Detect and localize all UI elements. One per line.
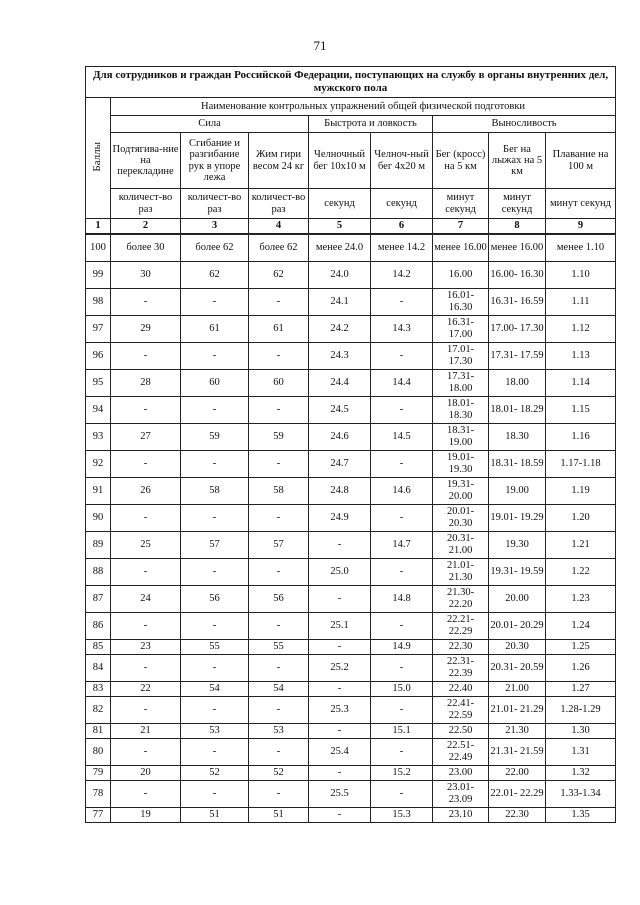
table-cell: 1.33-1.34	[546, 780, 616, 807]
table-cell: 20.31- 20.59	[489, 654, 546, 681]
points-cell: 95	[86, 369, 111, 396]
column-number: 7	[433, 219, 489, 235]
table-cell: 23.01- 23.09	[433, 780, 489, 807]
table-cell: -	[371, 288, 433, 315]
points-cell: 90	[86, 504, 111, 531]
table-cell: 19	[111, 807, 181, 822]
points-cell: 94	[86, 396, 111, 423]
table-cell: -	[111, 738, 181, 765]
table-cell: 22.00	[489, 765, 546, 780]
table-cell: 18.30	[489, 423, 546, 450]
table-cell: 19.30	[489, 531, 546, 558]
table-cell: 60	[181, 369, 249, 396]
table-cell: 18.01- 18.29	[489, 396, 546, 423]
table-cell: 53	[249, 723, 309, 738]
points-cell: 85	[86, 639, 111, 654]
table-cell: 27	[111, 423, 181, 450]
table-cell: 29	[111, 315, 181, 342]
table-row	[86, 504, 616, 531]
table-cell: 18.31- 18.59	[489, 450, 546, 477]
table-row	[86, 423, 616, 450]
table-cell: 24.0	[309, 261, 371, 288]
points-cell: 100	[86, 234, 111, 261]
table-cell: менее 14.2	[371, 234, 433, 261]
table-row	[86, 234, 616, 261]
table-cell: 22.31- 22.39	[433, 654, 489, 681]
table-cell: 24	[111, 585, 181, 612]
table-cell: 21.00	[489, 681, 546, 696]
table-cell: -	[249, 654, 309, 681]
column-number: 8	[489, 219, 546, 235]
table-cell: 16.01- 16.30	[433, 288, 489, 315]
table-cell: 22.21- 22.29	[433, 612, 489, 639]
points-cell: 92	[86, 450, 111, 477]
table-cell: 53	[181, 723, 249, 738]
table-cell: 19.31- 19.59	[489, 558, 546, 585]
table-cell: 18.00	[489, 369, 546, 396]
table-cell: 1.11	[546, 288, 616, 315]
table-cell: 22.30	[433, 639, 489, 654]
table-cell: 16.31- 16.59	[489, 288, 546, 315]
table-cell: 21.30	[489, 723, 546, 738]
table-cell: 23	[111, 639, 181, 654]
points-header-label: Баллы	[91, 141, 104, 172]
table-title: Для сотрудников и граждан Российской Федерации, поступающих на службу в органы внутренних дел, мужского пола	[86, 67, 616, 98]
table-cell: -	[181, 288, 249, 315]
table-cell: -	[181, 696, 249, 723]
table-cell: 20.01- 20.29	[489, 612, 546, 639]
table-cell: -	[111, 342, 181, 369]
unit-header: количест-во раз	[181, 189, 249, 219]
table-cell: 16.31- 17.00	[433, 315, 489, 342]
table-cell: -	[371, 696, 433, 723]
table-cell: 61	[181, 315, 249, 342]
table-row	[86, 765, 616, 780]
unit-header: минут секунд	[489, 189, 546, 219]
table-cell: -	[181, 450, 249, 477]
points-cell: 87	[86, 585, 111, 612]
table-cell: 22.01- 22.29	[489, 780, 546, 807]
table-cell: 59	[249, 423, 309, 450]
column-number: 4	[249, 219, 309, 235]
table-cell: -	[309, 765, 371, 780]
table-cell: -	[249, 558, 309, 585]
table-cell: -	[111, 288, 181, 315]
table-cell: 21.01- 21.29	[489, 696, 546, 723]
table-cell: -	[249, 504, 309, 531]
table-cell: 24.8	[309, 477, 371, 504]
table-cell: 14.9	[371, 639, 433, 654]
unit-header: количест-во раз	[111, 189, 181, 219]
table-cell: 19.01- 19.29	[489, 504, 546, 531]
table-cell: 19.01- 19.30	[433, 450, 489, 477]
table-cell: 14.4	[371, 369, 433, 396]
points-cell: 81	[86, 723, 111, 738]
table-cell: менее 16.00	[489, 234, 546, 261]
table-cell: 55	[181, 639, 249, 654]
table-cell: 17.31- 17.59	[489, 342, 546, 369]
table-cell: -	[181, 396, 249, 423]
points-cell: 86	[86, 612, 111, 639]
table-cell: 25.4	[309, 738, 371, 765]
column-number: 3	[181, 219, 249, 235]
table-cell: 21.30- 22.20	[433, 585, 489, 612]
table-cell: -	[309, 639, 371, 654]
table-cell: 24.4	[309, 369, 371, 396]
table-cell: -	[181, 342, 249, 369]
table-cell: -	[111, 654, 181, 681]
table-cell: 17.01- 17.30	[433, 342, 489, 369]
table-cell: 20.31- 21.00	[433, 531, 489, 558]
table-cell: 14.7	[371, 531, 433, 558]
table-cell: -	[249, 396, 309, 423]
table-cell: 25	[111, 531, 181, 558]
table-cell: 25.5	[309, 780, 371, 807]
table-cell: менее 16.00	[433, 234, 489, 261]
table-cell: -	[249, 450, 309, 477]
page-number: 71	[313, 38, 327, 53]
table-cell: 1.17-1.18	[546, 450, 616, 477]
table-cell: более 62	[249, 234, 309, 261]
points-cell: 98	[86, 288, 111, 315]
table-cell: -	[371, 504, 433, 531]
standards-table	[85, 66, 616, 823]
table-cell: -	[111, 396, 181, 423]
points-cell: 82	[86, 696, 111, 723]
table-row	[86, 288, 616, 315]
table-cell: -	[111, 696, 181, 723]
exercise-header: Челноч-ный бег 4х20 м	[371, 133, 433, 189]
table-cell: -	[111, 504, 181, 531]
table-cell: 14.6	[371, 477, 433, 504]
table-cell: 25.3	[309, 696, 371, 723]
exercise-header: Бег (кросс) на 5 км	[433, 133, 489, 189]
table-cell: 1.19	[546, 477, 616, 504]
table-cell: -	[249, 612, 309, 639]
table-cell: 61	[249, 315, 309, 342]
table-cell: менее 1.10	[546, 234, 616, 261]
table-cell: 1.22	[546, 558, 616, 585]
table-cell: 1.32	[546, 765, 616, 780]
points-cell: 96	[86, 342, 111, 369]
table-cell: 19.00	[489, 477, 546, 504]
table-row	[86, 807, 616, 822]
table-cell: менее 24.0	[309, 234, 371, 261]
table-cell: -	[371, 342, 433, 369]
table-cell: 14.3	[371, 315, 433, 342]
table-cell: 1.27	[546, 681, 616, 696]
unit-header: секунд	[371, 189, 433, 219]
points-cell: 97	[86, 315, 111, 342]
table-cell: 15.1	[371, 723, 433, 738]
table-cell: 20	[111, 765, 181, 780]
exercises-header: Наименование контрольных упражнений общей физической подготовки	[111, 98, 616, 116]
table-cell: 23.10	[433, 807, 489, 822]
table-cell: 51	[181, 807, 249, 822]
table-cell: 18.31- 19.00	[433, 423, 489, 450]
column-number: 5	[309, 219, 371, 235]
exercise-header: Жим гири весом 24 кг	[249, 133, 309, 189]
table-cell: 1.25	[546, 639, 616, 654]
table-cell: 19.31- 20.00	[433, 477, 489, 504]
table-cell: 16.00	[433, 261, 489, 288]
table-row	[86, 369, 616, 396]
table-cell: 24.3	[309, 342, 371, 369]
table-cell: -	[111, 612, 181, 639]
table-cell: 20.00	[489, 585, 546, 612]
points-cell: 93	[86, 423, 111, 450]
table-cell: -	[371, 396, 433, 423]
table-cell: -	[181, 558, 249, 585]
table-row	[86, 585, 616, 612]
table-cell: 16.00- 16.30	[489, 261, 546, 288]
table-cell: более 62	[181, 234, 249, 261]
table-cell: -	[111, 450, 181, 477]
table-cell: 1.31	[546, 738, 616, 765]
table-cell: 56	[249, 585, 309, 612]
table-cell: 15.0	[371, 681, 433, 696]
table-cell: -	[309, 585, 371, 612]
table-cell: 52	[249, 765, 309, 780]
table-cell: 25.2	[309, 654, 371, 681]
table-cell: 24.1	[309, 288, 371, 315]
table-row	[86, 654, 616, 681]
table-cell: 24.6	[309, 423, 371, 450]
table-cell: 15.2	[371, 765, 433, 780]
points-cell: 91	[86, 477, 111, 504]
table-cell: 62	[181, 261, 249, 288]
table-cell: 20.30	[489, 639, 546, 654]
group-speed-agility: Быстрота и ловкость	[309, 116, 433, 133]
table-cell: 22.30	[489, 807, 546, 822]
table-cell: 1.24	[546, 612, 616, 639]
table-cell: 22	[111, 681, 181, 696]
table-cell: 1.10	[546, 261, 616, 288]
points-cell: 89	[86, 531, 111, 558]
table-cell: 1.28-1.29	[546, 696, 616, 723]
table-row	[86, 738, 616, 765]
table-cell: -	[371, 780, 433, 807]
table-cell: -	[249, 696, 309, 723]
table-row	[86, 396, 616, 423]
table-cell: 57	[181, 531, 249, 558]
unit-header: количест-во раз	[249, 189, 309, 219]
table-cell: -	[309, 807, 371, 822]
table-cell: -	[309, 681, 371, 696]
points-cell: 88	[86, 558, 111, 585]
table-cell: 28	[111, 369, 181, 396]
table-cell: 24.5	[309, 396, 371, 423]
table-cell: 58	[249, 477, 309, 504]
table-cell: 58	[181, 477, 249, 504]
table-cell: 52	[181, 765, 249, 780]
table-cell: 1.16	[546, 423, 616, 450]
points-cell: 77	[86, 807, 111, 822]
table-row	[86, 315, 616, 342]
table-cell: 24.9	[309, 504, 371, 531]
unit-header: минут секунд	[546, 189, 616, 219]
table-cell: 1.20	[546, 504, 616, 531]
table-cell: -	[371, 612, 433, 639]
table-row	[86, 450, 616, 477]
table-row	[86, 723, 616, 738]
table-cell: 1.26	[546, 654, 616, 681]
points-cell: 83	[86, 681, 111, 696]
table-row	[86, 477, 616, 504]
table-row	[86, 681, 616, 696]
column-number: 2	[111, 219, 181, 235]
table-row	[86, 342, 616, 369]
table-cell: 1.30	[546, 723, 616, 738]
points-cell: 79	[86, 765, 111, 780]
table-cell: -	[111, 780, 181, 807]
table-cell: -	[249, 780, 309, 807]
exercise-header: Подтягива-ние на перекладине	[111, 133, 181, 189]
table-row	[86, 612, 616, 639]
table-cell: -	[371, 450, 433, 477]
table-cell: -	[371, 738, 433, 765]
table-cell: 14.2	[371, 261, 433, 288]
group-strength: Сила	[111, 116, 309, 133]
table-cell: 18.01- 18.30	[433, 396, 489, 423]
table-cell: -	[181, 612, 249, 639]
unit-header: секунд	[309, 189, 371, 219]
table-cell: 15.3	[371, 807, 433, 822]
table-cell: -	[309, 723, 371, 738]
table-cell: 1.23	[546, 585, 616, 612]
table-cell: -	[111, 558, 181, 585]
table-cell: -	[249, 342, 309, 369]
table-cell: более 30	[111, 234, 181, 261]
points-cell: 80	[86, 738, 111, 765]
table-cell: -	[249, 738, 309, 765]
table-cell: 1.21	[546, 531, 616, 558]
table-cell: 55	[249, 639, 309, 654]
table-cell: 22.40	[433, 681, 489, 696]
table-cell: 22.50	[433, 723, 489, 738]
table-cell: 30	[111, 261, 181, 288]
table-cell: 54	[181, 681, 249, 696]
table-cell: -	[181, 654, 249, 681]
table-cell: 25.0	[309, 558, 371, 585]
table-row	[86, 639, 616, 654]
table-cell: 21	[111, 723, 181, 738]
table-cell: 17.31- 18.00	[433, 369, 489, 396]
table-cell: 57	[249, 531, 309, 558]
table-cell: 14.8	[371, 585, 433, 612]
unit-header: минут секунд	[433, 189, 489, 219]
table-cell: 24.2	[309, 315, 371, 342]
group-endurance: Выносливость	[433, 116, 616, 133]
table-cell: 14.5	[371, 423, 433, 450]
table-cell: 17.00- 17.30	[489, 315, 546, 342]
table-cell: 1.13	[546, 342, 616, 369]
table-cell: -	[309, 531, 371, 558]
table-cell: 21.31- 21.59	[489, 738, 546, 765]
table-cell: 25.1	[309, 612, 371, 639]
table-cell: 22.51- 22.49	[433, 738, 489, 765]
column-number: 6	[371, 219, 433, 235]
table-cell: 54	[249, 681, 309, 696]
points-header	[86, 98, 111, 219]
table-cell: 23.00	[433, 765, 489, 780]
table-cell: -	[371, 558, 433, 585]
exercise-header: Челночный бег 10х10 м	[309, 133, 371, 189]
table-cell: 60	[249, 369, 309, 396]
table-cell: -	[181, 504, 249, 531]
table-cell: 26	[111, 477, 181, 504]
table-cell: 1.15	[546, 396, 616, 423]
table-cell: -	[249, 288, 309, 315]
points-cell: 78	[86, 780, 111, 807]
table-cell: -	[371, 654, 433, 681]
exercise-header: Сгибание и разгибание рук в упоре лежа	[181, 133, 249, 189]
points-cell: 99	[86, 261, 111, 288]
table-cell: 21.01- 21.30	[433, 558, 489, 585]
table-cell: 56	[181, 585, 249, 612]
table-cell: 22.41- 22.59	[433, 696, 489, 723]
points-cell: 84	[86, 654, 111, 681]
table-row	[86, 261, 616, 288]
table-cell: -	[181, 780, 249, 807]
exercise-header: Плавание на 100 м	[546, 133, 616, 189]
table-row	[86, 558, 616, 585]
table-row	[86, 531, 616, 558]
table-row	[86, 780, 616, 807]
column-number: 9	[546, 219, 616, 235]
table-cell: -	[181, 738, 249, 765]
table-cell: 1.12	[546, 315, 616, 342]
table-cell: 1.14	[546, 369, 616, 396]
column-number: 1	[86, 219, 111, 235]
table-cell: 51	[249, 807, 309, 822]
table-cell: 24.7	[309, 450, 371, 477]
table-cell: 1.35	[546, 807, 616, 822]
table-cell: 62	[249, 261, 309, 288]
exercise-header: Бег на лыжах на 5 км	[489, 133, 546, 189]
table-cell: 59	[181, 423, 249, 450]
table-row	[86, 696, 616, 723]
table-cell: 20.01- 20.30	[433, 504, 489, 531]
